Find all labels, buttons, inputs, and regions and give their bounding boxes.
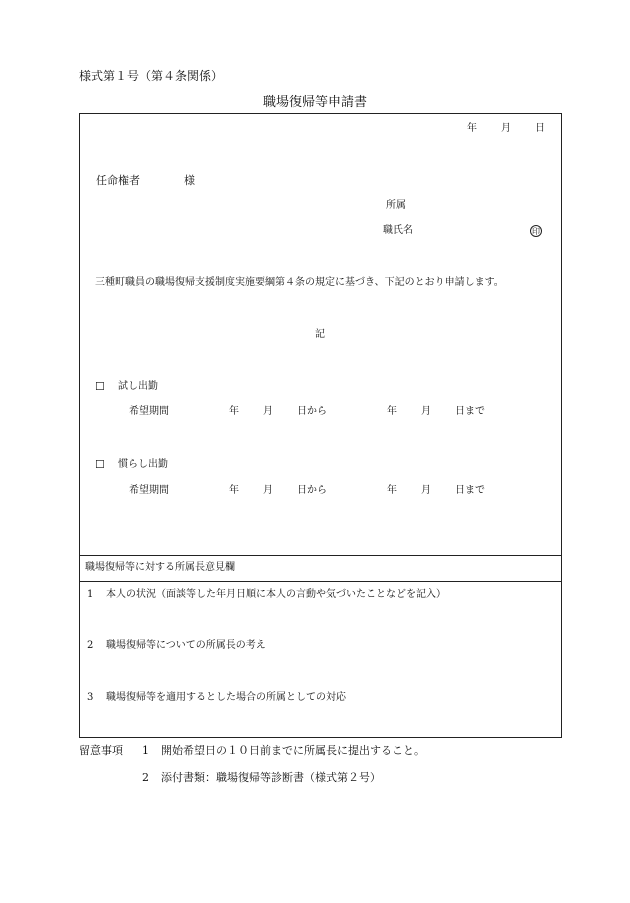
affiliation-label: 所属	[386, 200, 406, 211]
note-2-text: 添付書類：職場復帰等診断書（様式第２号）	[161, 771, 381, 784]
acclimation-period-label: 希望期間	[129, 485, 169, 496]
note-1-number: 1	[142, 744, 149, 757]
acclimation-attendance-label: 慣らし出勤	[118, 459, 168, 470]
acclimation-start-day: 日から	[297, 485, 327, 496]
addressee-label: 任命権者	[96, 174, 140, 187]
trial-attendance-label: 試し出勤	[118, 381, 158, 392]
opinion-item-1-text: 本人の状況（面談等した年月日順に本人の言動や気づいたことなどを記入）	[106, 589, 446, 600]
acclimation-end-year: 年	[387, 485, 397, 496]
opinion-header-divider	[79, 581, 562, 582]
opinion-item-2-text: 職場復帰等についての所属長の考え	[106, 640, 266, 651]
date-year-label: 年	[467, 123, 477, 134]
note-2-number: 2	[142, 771, 149, 784]
acclimation-end-month: 月	[421, 485, 431, 496]
acclimation-start-month: 月	[263, 485, 273, 496]
opinion-item-3-text: 職場復帰等を適用するとした場合の所属としての対応	[106, 692, 346, 703]
trial-end-year: 年	[387, 406, 397, 417]
seal-mark: 印	[532, 227, 540, 236]
acclimation-end-day: 日まで	[455, 485, 485, 496]
note-1-text: 開始希望日の１０日前までに所属長に提出すること。	[161, 744, 425, 757]
opinion-item-1-number: 1	[87, 589, 94, 600]
opinion-item-3-number: 3	[87, 692, 94, 703]
acclimation-start-year: 年	[229, 485, 239, 496]
opinion-item-2-number: 2	[87, 640, 94, 651]
trial-period-label: 希望期間	[129, 406, 169, 417]
acclimation-attendance-checkbox[interactable]: ☐	[95, 458, 105, 471]
notes-label: 留意事項	[79, 744, 123, 757]
trial-start-year: 年	[229, 406, 239, 417]
position-name-label: 職氏名	[383, 225, 413, 236]
trial-start-day: 日から	[297, 406, 327, 417]
trial-attendance-checkbox[interactable]: ☐	[95, 380, 105, 393]
trial-end-day: 日まで	[455, 406, 485, 417]
date-month-label: 月	[501, 123, 511, 134]
page-title: 職場復帰等申請書	[262, 95, 367, 110]
date-day-label: 日	[535, 123, 545, 134]
addressee-suffix: 様	[184, 174, 195, 187]
opinion-header: 職場復帰等に対する所属長意見欄	[85, 562, 235, 573]
trial-end-month: 月	[421, 406, 431, 417]
trial-start-month: 月	[263, 406, 273, 417]
form-number: 様式第１号（第４条関係）	[79, 69, 224, 83]
request-statement: 三種町職員の職場復帰支援制度実施要綱第４条の規定に基づき、下記のとおり申請します。	[95, 277, 504, 288]
ki-label: 記	[315, 329, 325, 340]
